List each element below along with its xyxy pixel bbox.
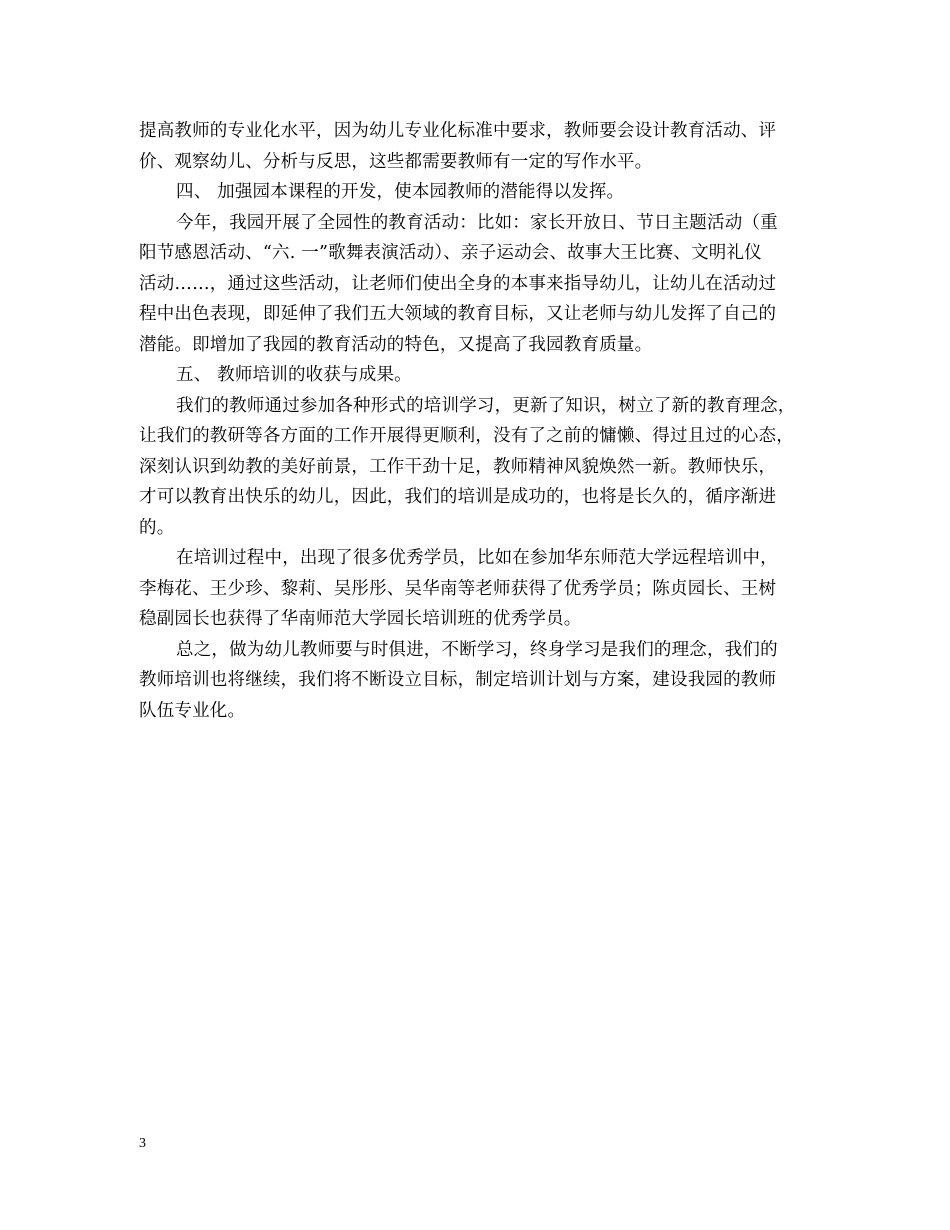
text-line: 深刻认识到幼教的美好前景，工作干劲十足，教师精神风貌焕然一新。教师快乐， — [139, 456, 777, 477]
text-line: 队伍专业化。 — [139, 700, 246, 721]
section-heading-4: 四、 加强园本课程的开发，使本园教师的潜能得以发挥。 — [176, 182, 625, 202]
page-number: 3 — [139, 1136, 146, 1151]
text-line: 在培训过程中，出现了很多优秀学员，比如在参加华东师范大学远程培训中， — [176, 548, 778, 568]
text-line: 我们的教师通过参加各种形式的培训学习，更新了知识，树立了新的教育理念， — [176, 395, 796, 416]
text-line: 潜能。即增加了我园的教育活动的特色，又提高了我园教育质量。 — [139, 334, 653, 355]
text-line: 程中出色表现，即延伸了我们五大领域的教育目标，又让老师与幼儿发挥了自己的 — [139, 304, 777, 324]
text-line: 今年，我园开展了全园性的教育活动：比如：家长开放日、节日主题活动（重 — [176, 212, 778, 233]
text-line: 李梅花、王少珍、黎莉、吴彤彤、吴华南等老师获得了优秀学员；陈贞园长、王树 — [139, 578, 777, 599]
text-line: 总之，做为幼儿教师要与时俱进，不断学习，终身学习是我们的理念，我们的 — [176, 639, 778, 660]
text-line: 价、观察幼儿、分析与反思，这些都需要教师有一定的写作水平。 — [139, 151, 653, 172]
text-line: 让我们的教研等各方面的工作开展得更顺利，没有了之前的慵懒、得过且过的心态， — [139, 426, 794, 446]
body-text — [139, 116, 839, 726]
text-line: 活动……，通过这些活动，让老师们使出全身的本事来指导幼儿，让幼儿在活动过 — [139, 273, 777, 294]
text-line: 提高教师的专业化水平，因为幼儿专业化标准中要求，教师要会设计教育活动、评 — [139, 121, 777, 141]
text-line: 才可以教育出快乐的幼儿，因此，我们的培训是成功的，也将是长久的，循序渐进 — [139, 487, 777, 507]
section-heading-5: 五、 教师培训的收获与成果。 — [176, 365, 412, 385]
text-line: 的。 — [139, 517, 175, 538]
text-line: 阳节感恩活动、“六. 一”歌舞表演活动）、亲子运动会、故事大王比赛、文明礼仪 — [139, 243, 762, 263]
text-line: 教师培训也将继续，我们将不断设立目标，制定培训计划与方案，建设我园的教师 — [139, 670, 777, 690]
text-line: 稳副园长也获得了华南师范大学园长培训班的优秀学员。 — [139, 609, 582, 629]
